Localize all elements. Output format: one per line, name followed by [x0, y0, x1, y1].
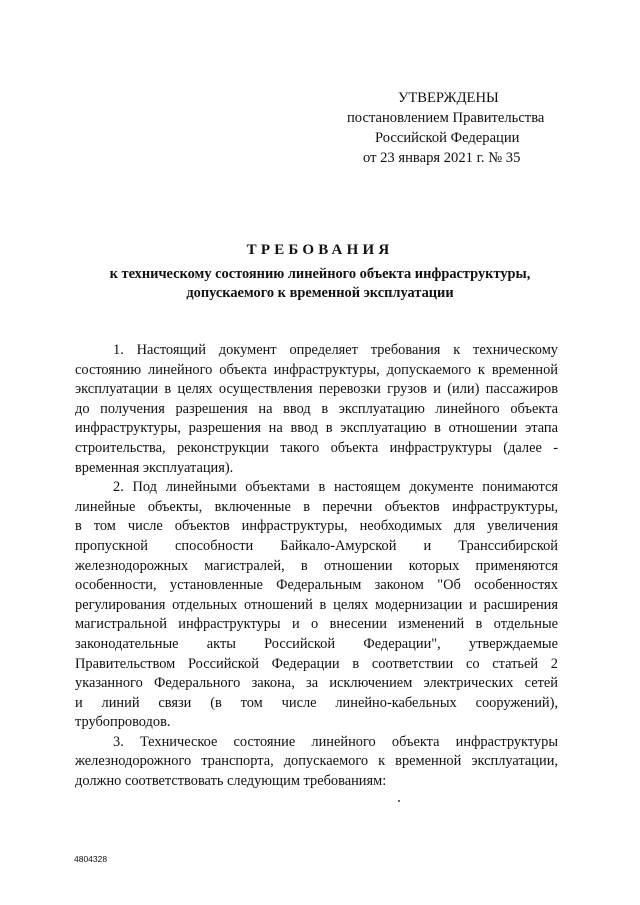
paragraph-2-line: трубопроводов.	[75, 714, 171, 731]
paragraph-2-line: и линий связи (в том числе линейно-кабельных сооружений),	[75, 694, 558, 711]
approval-block	[300, 88, 640, 168]
subtitle-line-2: допускаемого к временной эксплуатации	[186, 285, 454, 301]
subtitle-line-1: к техническому состоянию линейного объекта инфраструктуры,	[109, 266, 531, 282]
paragraph-2-line: особенности, установленные Федеральным законом "Об особенностях	[75, 577, 558, 594]
approval-line-decree: постановлением Правительства	[347, 110, 545, 126]
paragraph-2-line: магистральной инфраструктуры и о внесении изменений в отдельные	[75, 616, 558, 633]
paragraph-3-line: 3. Техническое состояние линейного объекта инфраструктуры	[113, 733, 558, 750]
paragraph-2-line: 2. Под линейными объектами в настоящем документе понимаются	[113, 479, 558, 496]
paragraph-1-line: инфраструктуры, разрешения на ввод в эксплуатацию в отношении этапа	[75, 420, 558, 437]
paragraph-1-line: 1. Настоящий документ определяет требования к техническому	[113, 342, 558, 358]
document-number: 4804328	[74, 854, 108, 864]
paragraph-2-line: железнодорожных магистралей, в отношении которых применяются	[75, 557, 558, 574]
paragraph-2-line: указанного Федерального закона, за исключением электрических сетей	[75, 675, 558, 692]
paragraph-1-line: эксплуатации в целях осуществления перевозки грузов и (или) пассажиров	[75, 381, 558, 398]
paragraph-2-line: законодательные акты Российской Федерации", утверждаемые	[75, 635, 558, 652]
document-body	[75, 341, 558, 792]
paragraph-3-line: железнодорожного транспорта, допускаемого к временной эксплуатации,	[75, 753, 558, 770]
paragraph-2-line: пропускной способности Байкало-Амурской и Транссибирской	[75, 537, 558, 554]
paragraph-1-line: до получения разрешения на ввод в эксплуатацию линейного объекта	[75, 400, 558, 417]
scan-speck	[398, 800, 400, 802]
paragraph-2-line: в том числе объектов инфраструктуры, необходимых для увеличения	[75, 518, 558, 535]
paragraph-2-line: регулирования отдельных отношений в целях модернизации и расширения	[75, 596, 558, 613]
document-subtitle	[0, 265, 640, 303]
paragraph-1-line: состоянию линейного объекта инфраструктуры, допускаемого к временной	[75, 361, 558, 378]
approval-line-date: от 23 января 2021 г. № 35	[363, 150, 521, 166]
approval-line-authority: Российской Федерации	[375, 130, 520, 146]
paragraph-2-line: Правительством Российской Федерации в соответствии со статьей 2	[75, 655, 558, 672]
paragraph-2-line: линейные объекты, включенные в перечни объектов инфраструктуры,	[75, 498, 558, 515]
paragraph-3-line: должно соответствовать следующим требованиям:	[75, 773, 387, 790]
paragraph-1-line: строительства, реконструкции такого объекта инфраструктуры (далее -	[75, 439, 558, 456]
approval-heading: УТВЕРЖДЕНЫ	[398, 90, 499, 106]
paragraph-1-line: временная эксплуатация).	[75, 459, 234, 476]
document-title: ТРЕБОВАНИЯ	[246, 242, 394, 258]
